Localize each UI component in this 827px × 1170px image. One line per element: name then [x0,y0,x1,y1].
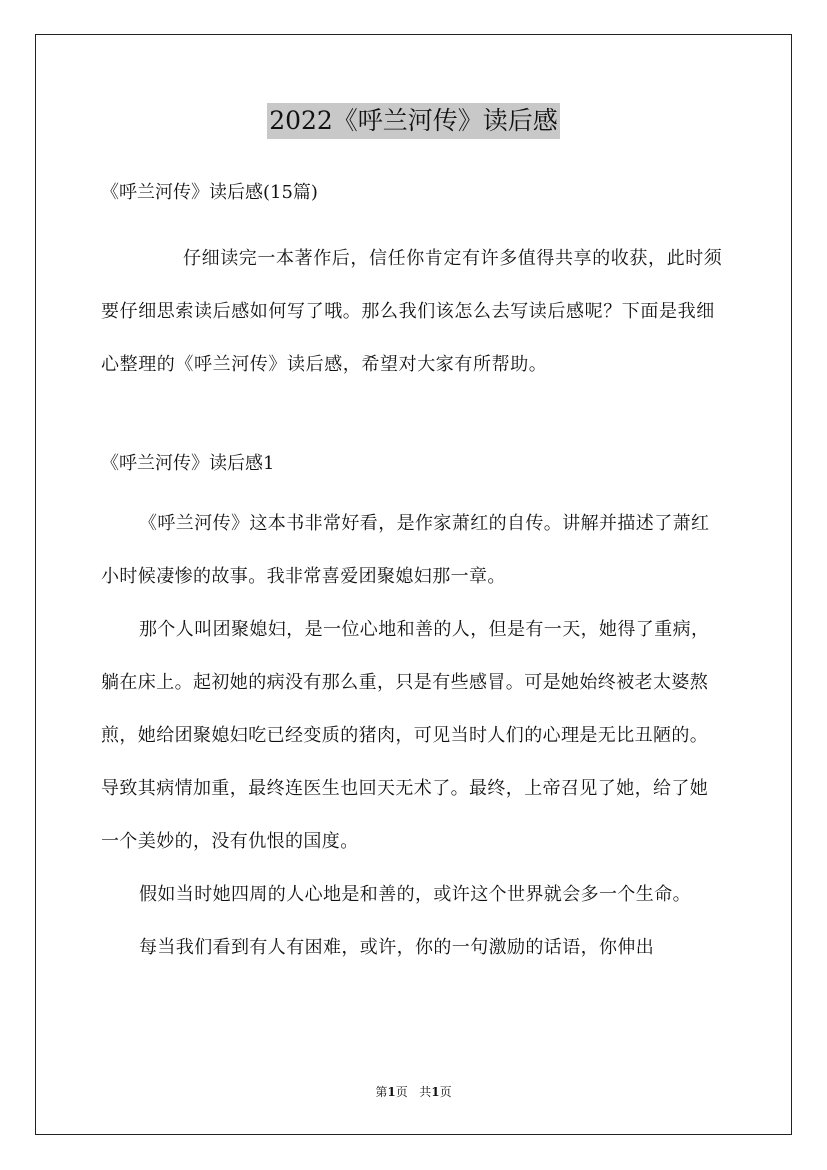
body-paragraph: 那个人叫团聚媳妇，是一位心地和善的人，但是有一天，她得了重病，躺在床上。起初她的病没有那么重，只是有些感冒。可是她始终被老太婆熬煎，她给团聚媳妇吃已经变质的猪肉，可见当时人们的心理是无比丑陋的。导致其病情加重，最终连医生也回天无术了。最终，上帝召见了她，给了她一个美妙的，没有仇恨的国度。 [101,619,710,852]
page-label-prefix: 第 [375,1085,388,1099]
page-footer [0,1084,827,1100]
body-paragraph: 每当我们看到有人有困难，或许，你的一句激励的话语，你伸出 [139,937,655,958]
title-container [0,103,827,139]
section-body [101,497,726,974]
intro-paragraph: 仔细读完一本著作后，信任你肯定有许多值得共享的收获，此时须要仔细思索读后感如何写了哦。那么我们该怎么去写读后感呢？下面是我细心整理的《呼兰河传》读后感，希望对大家有所帮助。 [101,248,723,375]
body-paragraph: 假如当时她四周的人心地是和善的，或许这个世界就会多一个生命。 [139,884,691,905]
body-paragraph: 《呼兰河传》这本书非常好看，是作家萧红的自传。讲解并描述了萧红小时候凄惨的故事。我非常喜爱团聚媳妇那一章。 [101,513,710,587]
page-label-suffix: 页 [395,1085,408,1099]
page-number: 1 [387,1085,396,1099]
document-title: 2022《呼兰河传》读后感 [267,103,560,139]
document-subtitle: 《呼兰河传》读后感(15篇) [101,182,318,203]
total-label-suffix: 页 [439,1085,452,1099]
total-pages: 1 [431,1085,440,1099]
section-heading: 《呼兰河传》读后感1 [101,453,275,474]
total-label-prefix: 共 [419,1085,432,1099]
